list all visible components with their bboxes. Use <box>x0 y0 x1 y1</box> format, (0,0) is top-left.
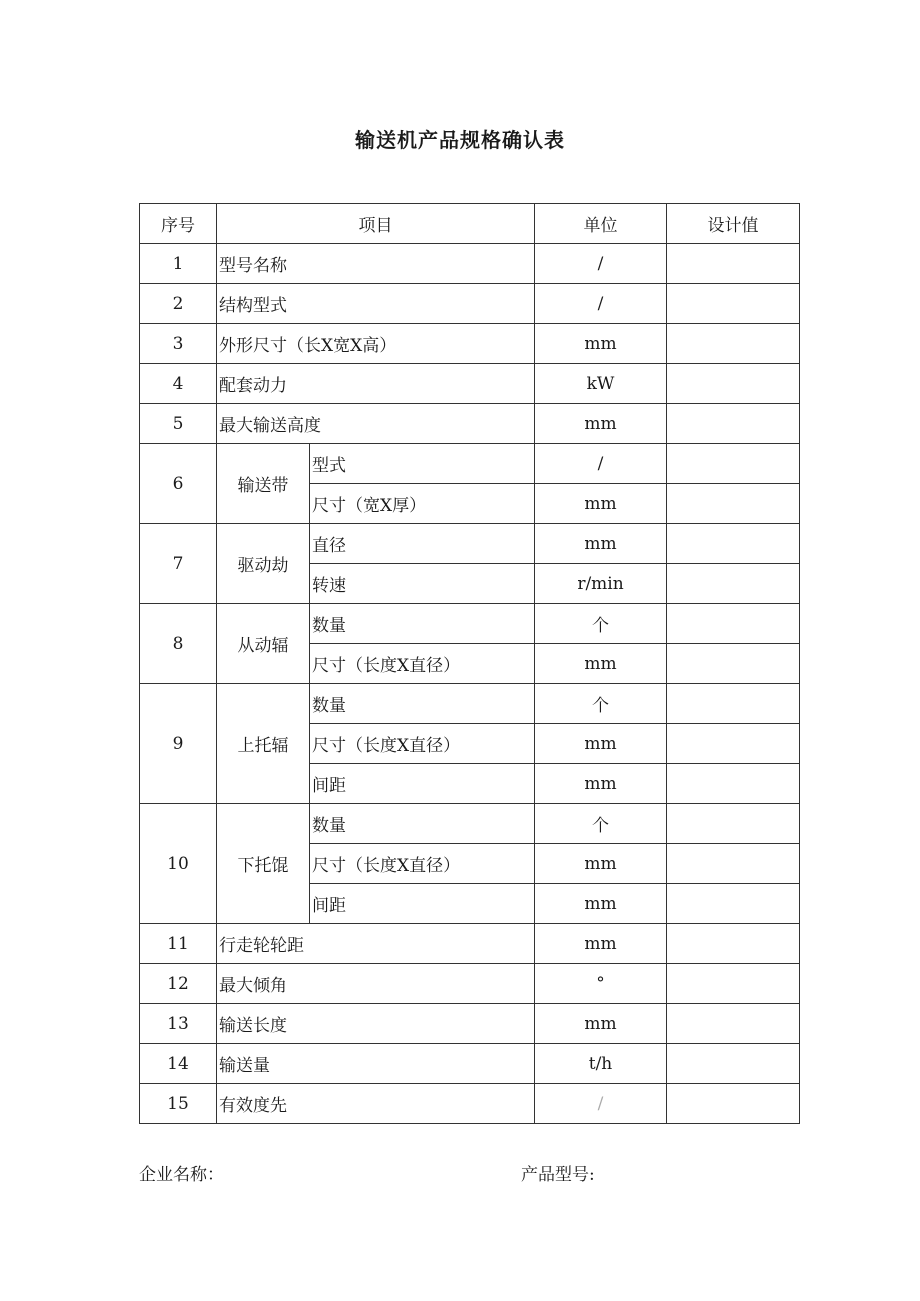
design-value-cell[interactable] <box>667 1084 800 1124</box>
unit-cell: mm <box>535 764 667 804</box>
row-number: 14 <box>140 1044 217 1084</box>
design-value-cell[interactable] <box>667 844 800 884</box>
table-row <box>140 924 800 964</box>
unit-cell: kW <box>535 364 667 404</box>
table-row <box>140 1084 800 1124</box>
design-value-cell[interactable] <box>667 324 800 364</box>
row-number: 4 <box>140 364 217 404</box>
unit-cell: mm <box>535 484 667 524</box>
sub-item-label: 数量 <box>310 804 535 844</box>
sub-item-label: 型式 <box>310 444 535 484</box>
group-label: 输送带 <box>217 444 310 524</box>
design-value-cell[interactable] <box>667 444 800 484</box>
design-value-cell[interactable] <box>667 964 800 1004</box>
table-row <box>140 364 800 404</box>
unit-cell: t/h <box>535 1044 667 1084</box>
sub-item-label: 尺寸（长度X直径） <box>310 724 535 764</box>
unit-cell: 个 <box>535 684 667 724</box>
item-label: 配套动力 <box>217 364 535 404</box>
unit-cell: / <box>535 284 667 324</box>
unit-cell: r/min <box>535 564 667 604</box>
row-number: 2 <box>140 284 217 324</box>
sub-item-label: 间距 <box>310 884 535 924</box>
unit-cell: mm <box>535 1004 667 1044</box>
unit-cell: mm <box>535 924 667 964</box>
row-number: 8 <box>140 604 217 684</box>
design-value-cell[interactable] <box>667 244 800 284</box>
table-row <box>140 244 800 284</box>
header-item: 项目 <box>217 204 535 244</box>
design-value-cell[interactable] <box>667 684 800 724</box>
unit-cell: mm <box>535 404 667 444</box>
design-value-cell[interactable] <box>667 404 800 444</box>
item-label: 结构型式 <box>217 284 535 324</box>
row-number: 12 <box>140 964 217 1004</box>
unit-cell: 个 <box>535 804 667 844</box>
group-label: 从动辐 <box>217 604 310 684</box>
design-value-cell[interactable] <box>667 764 800 804</box>
design-value-cell[interactable] <box>667 484 800 524</box>
table-row <box>140 404 800 444</box>
design-value-cell[interactable] <box>667 804 800 844</box>
design-value-cell[interactable] <box>667 284 800 324</box>
item-label: 有效度先 <box>217 1084 535 1124</box>
row-number: 10 <box>140 804 217 924</box>
item-label: 最大倾角 <box>217 964 535 1004</box>
table-row <box>140 1044 800 1084</box>
table-row <box>140 964 800 1004</box>
sub-item-label: 尺寸（长度X直径） <box>310 644 535 684</box>
table-row <box>140 284 800 324</box>
row-number: 6 <box>140 444 217 524</box>
row-number: 13 <box>140 1004 217 1044</box>
sub-item-label: 直径 <box>310 524 535 564</box>
table-row <box>140 684 800 724</box>
row-number: 5 <box>140 404 217 444</box>
design-value-cell[interactable] <box>667 924 800 964</box>
document-title: 输送机产品规格确认表 <box>355 128 565 152</box>
design-value-cell[interactable] <box>667 724 800 764</box>
row-number: 7 <box>140 524 217 604</box>
sub-item-label: 数量 <box>310 684 535 724</box>
unit-cell: mm <box>535 324 667 364</box>
sub-item-label: 尺寸（长度X直径） <box>310 844 535 884</box>
row-number: 15 <box>140 1084 217 1124</box>
unit-cell: ° <box>535 964 667 1004</box>
sub-item-label: 间距 <box>310 764 535 804</box>
sub-item-label: 尺寸（宽X厚） <box>310 484 535 524</box>
design-value-cell[interactable] <box>667 1004 800 1044</box>
table-row <box>140 604 800 644</box>
unit-cell: mm <box>535 844 667 884</box>
item-label: 型号名称 <box>217 244 535 284</box>
design-value-cell[interactable] <box>667 564 800 604</box>
unit-cell: / <box>535 244 667 284</box>
item-label: 外形尺寸（长X宽X高） <box>217 324 535 364</box>
group-label: 下托馄 <box>217 804 310 924</box>
product-model-label: 产品型号: <box>521 1165 595 1185</box>
unit-cell: mm <box>535 644 667 684</box>
design-value-cell[interactable] <box>667 524 800 564</box>
unit-cell: mm <box>535 884 667 924</box>
table-row <box>140 524 800 564</box>
table-row <box>140 444 800 484</box>
item-label: 输送长度 <box>217 1004 535 1044</box>
company-name-label: 企业名称： <box>139 1165 224 1185</box>
design-value-cell[interactable] <box>667 884 800 924</box>
sub-item-label: 数量 <box>310 604 535 644</box>
item-label: 最大输送高度 <box>217 404 535 444</box>
header-index: 序号 <box>140 204 217 244</box>
header-design-value: 设计值 <box>667 204 800 244</box>
header-unit: 单位 <box>535 204 667 244</box>
design-value-cell[interactable] <box>667 364 800 404</box>
row-number: 11 <box>140 924 217 964</box>
design-value-cell[interactable] <box>667 1044 800 1084</box>
table-row <box>140 804 800 844</box>
design-value-cell[interactable] <box>667 604 800 644</box>
group-label: 驱动劫 <box>217 524 310 604</box>
table-header-row <box>140 204 800 244</box>
row-number: 3 <box>140 324 217 364</box>
group-label: 上托辐 <box>217 684 310 804</box>
item-label: 行走轮轮距 <box>217 924 535 964</box>
row-number: 9 <box>140 684 217 804</box>
row-number: 1 <box>140 244 217 284</box>
unit-cell: / <box>535 444 667 484</box>
unit-cell: mm <box>535 524 667 564</box>
spec-table <box>139 203 800 1124</box>
sub-item-label: 转速 <box>310 564 535 604</box>
unit-cell: mm <box>535 724 667 764</box>
table-row <box>140 1004 800 1044</box>
item-label: 输送量 <box>217 1044 535 1084</box>
table-row <box>140 324 800 364</box>
unit-cell: 个 <box>535 604 667 644</box>
design-value-cell[interactable] <box>667 644 800 684</box>
unit-cell: / <box>535 1084 667 1124</box>
